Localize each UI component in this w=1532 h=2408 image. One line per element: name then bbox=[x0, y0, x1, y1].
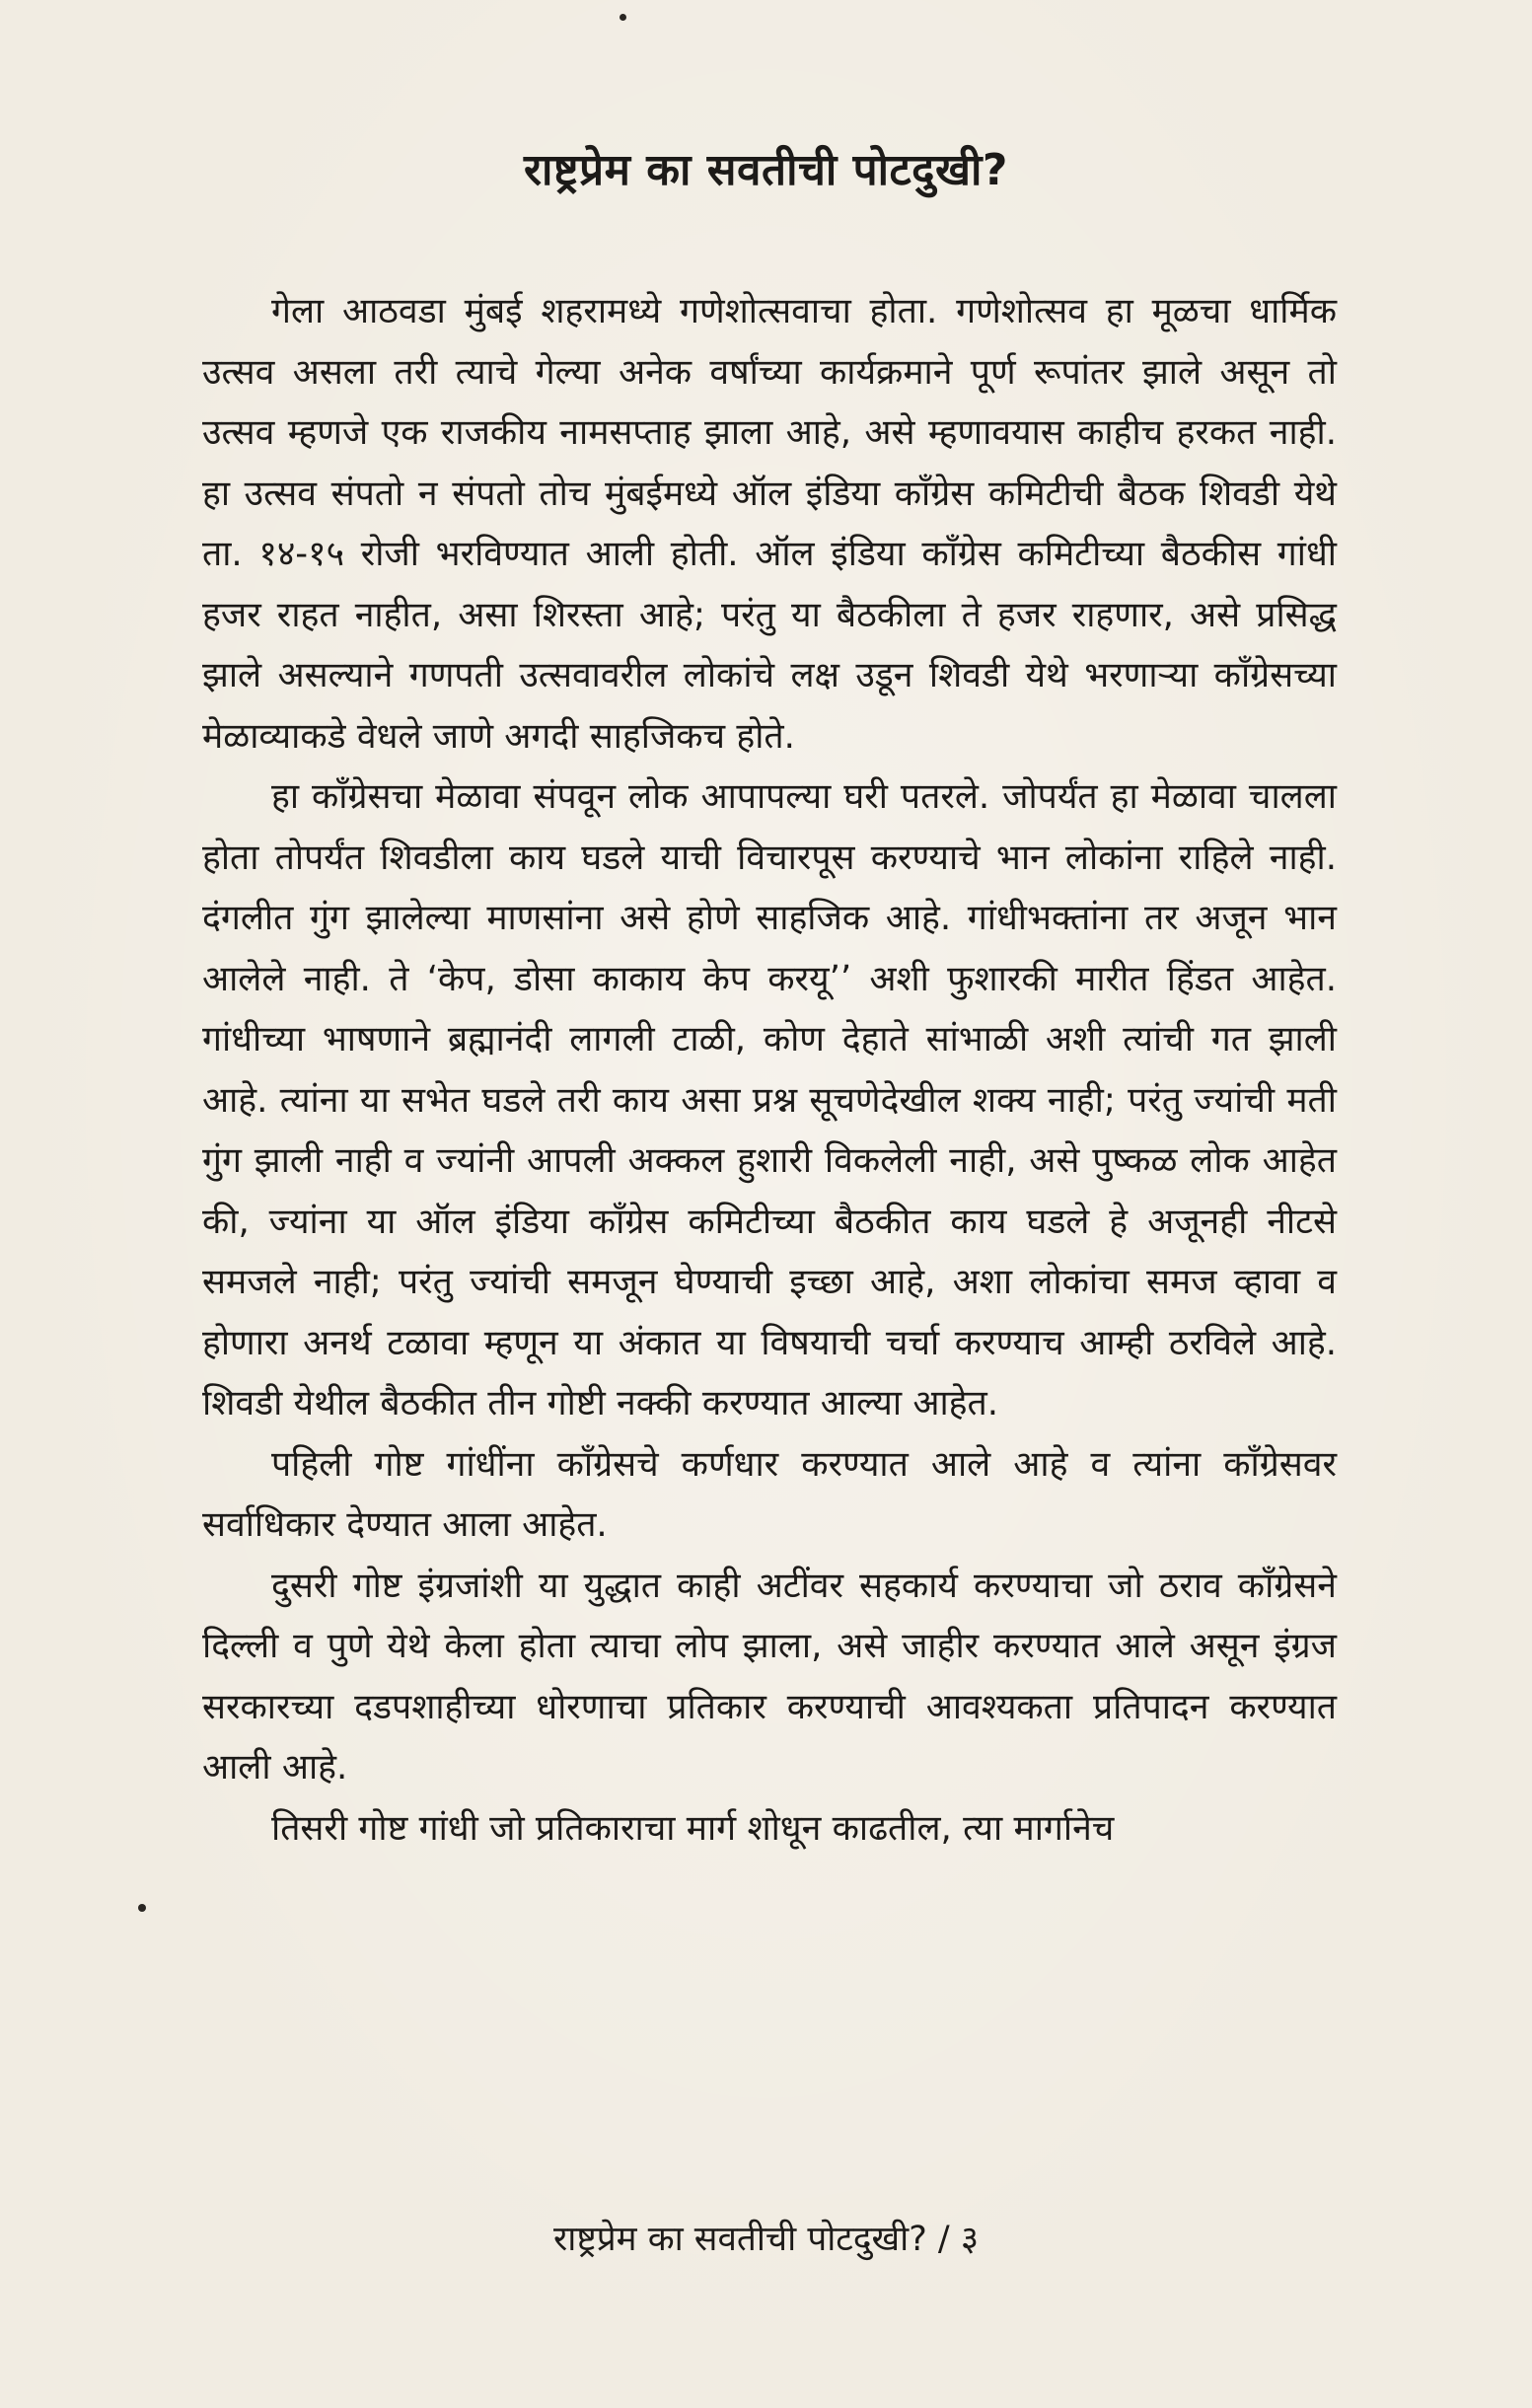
paragraph: गेला आठवडा मुंबई शहरामध्ये गणेशोत्सवाचा होता. गणेशोत्सव हा मूळचा धार्मिक उत्सव असला तरी त्याचे गेल्या अनेक वर्षांच्या कार्यक्रमाने पूर्ण रूपांतर झाले असून तो उत्सव म्हणजे एक राजकीय नामसप्ताह झाला आहे, असे म्हणावयास काहीच हरकत नाही. हा उत्सव संपतो न संपतो तोच मुंबईमध्ये ऑल इंडिया काँग्रेस कमिटीची बैठक शिवडी येथे ता. १४-१५ रोजी भरविण्यात आली होती. ऑल इंडिया काँग्रेस कमिटीच्या बैठकीस गांधी हजर राहत नाहीत, असा शिरस्ता आहे; परंतु या बैठकीला ते हजर राहणार, असे प्रसिद्ध झाले असल्याने गणपती उत्सवावरील लोकांचे लक्ष उडून शिवडी येथे भरणाऱ्या काँग्रेसच्या मेळाव्याकडे वेधले जाणे अगदी साहजिकच होते. bbox=[202, 291, 1337, 757]
page-title: राष्ट्रप्रेम का सवतीची पोटदुखी? bbox=[524, 145, 1008, 195]
paragraph: दुसरी गोष्ट इंग्रजांशी या युद्धात काही अटींवर सहकार्य करण्याचा जो ठराव काँग्रेसने दिल्ली व पुणे येथे केला होता त्याचा लोप झाला, असे जाहीर करण्यात आले असून इंग्रज सरकारच्या दडपशाहीच्या धोरणाचा प्रतिकार करण्याची आवश्यकता प्रतिपादन करण्यात आली आहे. bbox=[202, 1565, 1337, 1788]
paragraph: तिसरी गोष्ट गांधी जो प्रतिकाराचा मार्ग शोधून काढतील, त्या मार्गानेच bbox=[271, 1807, 1115, 1849]
paragraph: हा काँग्रेसचा मेळावा संपवून लोक आपापल्या घरी पतरले. जोपर्यंत हा मेळावा चालला होता तोपर्यंत शिवडीला काय घडले याची विचारपूस करण्याचे भान लोकांना राहिले नाही. दंगलीत गुंग झालेल्या माणसांना असे होणे साहजिक आहे. गांधीभक्तांना तर अजून भान आलेले नाही. ते ‘केप, डोसा काकाय केप करयू’’ अशी फुशारकी मारीत हिंडत आहेत. गांधीच्या भाषणाने ब्रह्मानंदी लागली टाळी, कोण देहाते सांभाळी अशी त्यांची गत झाली आहे. त्यांना या सभेत घडले तरी काय असा प्रश्न सूचणेदेखील शक्य नाही; परंतु ज्यांची मती गुंग झाली नाही व ज्यांनी आपली अक्कल हुशारी विकलेली नाही, असे पुष्कळ लोक आहेत की, ज्यांना या ऑल इंडिया काँग्रेस कमिटीच्या बैठकीत काय घडले हे अजूनही नीटसे समजले नाही; परंतु ज्यांची समजून घेण्याची इच्छा आहे, अशा लोकांचा समज व्हावा व होणारा अनर्थ टळावा म्हणून या अंकात या विषयाची चर्चा करण्याच आम्ही ठरविले आहे. शिवडी येथील बैठकीत तीन गोष्टी नक्की करण्यात आल्या आहेत. bbox=[202, 776, 1337, 1423]
body-text bbox=[202, 281, 1337, 1859]
paragraph: पहिली गोष्ट गांधींना काँग्रेसचे कर्णधार करण्यात आले आहे व त्यांना काँग्रेसवर सर्वाधिकार देण्यात आला आहेत. bbox=[202, 1443, 1337, 1545]
page-footer: राष्ट्रप्रेम का सवतीची पोटदुखी? / ३ bbox=[552, 2220, 980, 2259]
ink-speck bbox=[620, 14, 626, 21]
ink-speck bbox=[138, 1904, 146, 1912]
